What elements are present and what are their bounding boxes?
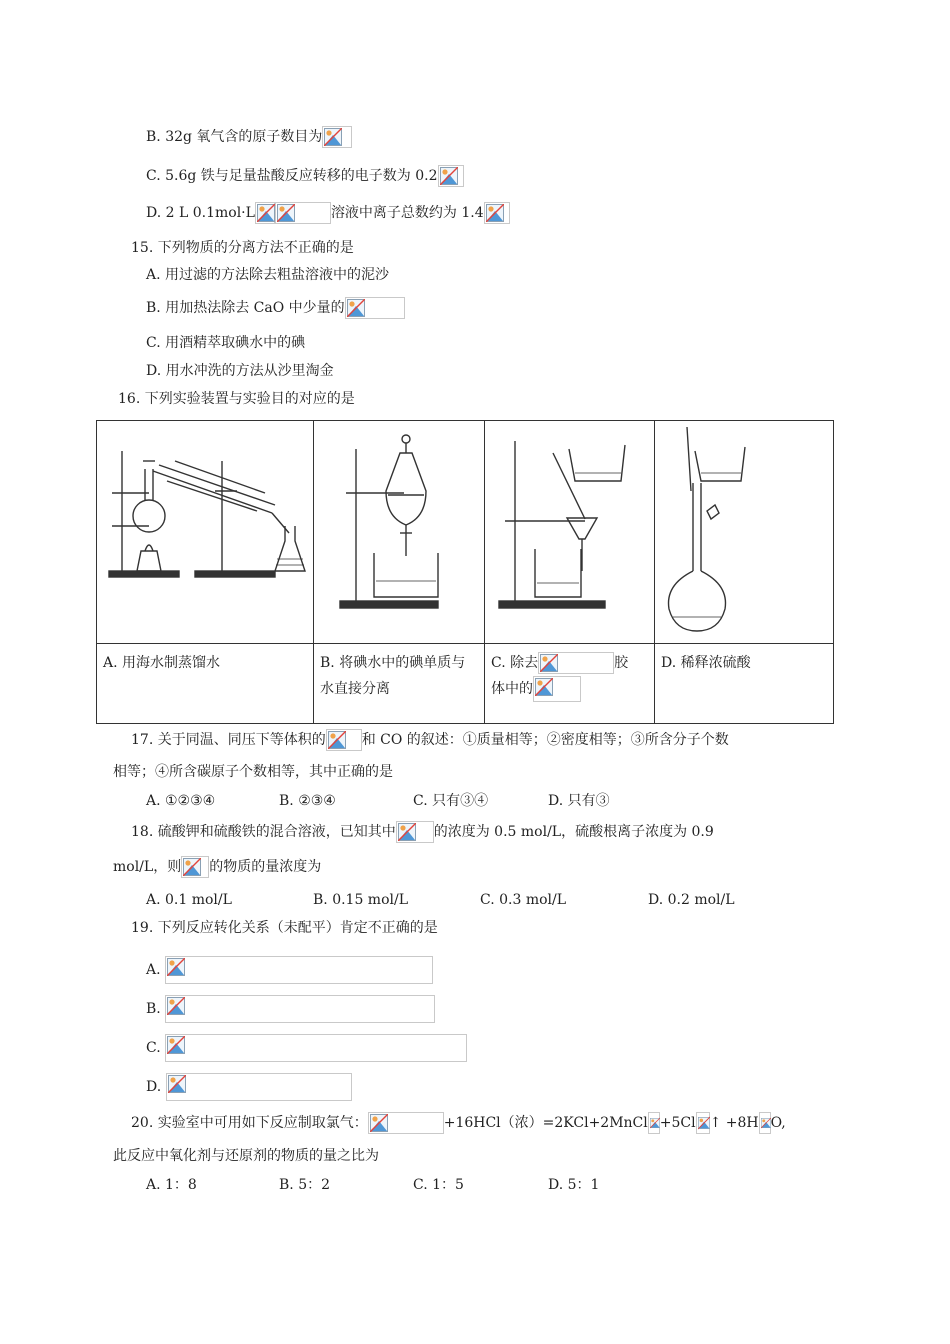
apparatus-volumetric-flask bbox=[655, 421, 834, 644]
broken-image-icon bbox=[257, 204, 275, 222]
broken-image-icon bbox=[167, 997, 185, 1015]
q18-option-d: D. 0.2 mol/L bbox=[648, 892, 735, 908]
q17-option-b: B. ②③④ bbox=[279, 793, 336, 809]
apparatus-distillation bbox=[97, 421, 314, 644]
q18-stem-cont: mol/L，则 的物质的量浓度为 bbox=[113, 856, 321, 878]
q15-option-a: A. 用过滤的方法除去粗盐溶液中的泥沙 bbox=[146, 267, 390, 283]
q17-option-c: C. 只有③④ bbox=[413, 793, 489, 809]
broken-image-icon bbox=[398, 823, 416, 841]
apparatus-filtration bbox=[485, 421, 655, 644]
q19-option-c: C. bbox=[146, 1034, 467, 1062]
apparatus-separatory-funnel bbox=[314, 421, 485, 644]
q15-option-d: D. 用水冲洗的方法从沙里淘金 bbox=[146, 363, 334, 379]
formula-image bbox=[322, 126, 352, 148]
formula-image bbox=[181, 856, 209, 878]
broken-image-icon bbox=[347, 299, 365, 317]
formula-image bbox=[484, 202, 510, 224]
broken-image-icon bbox=[183, 858, 201, 876]
q18-option-a: A. 0.1 mol/L bbox=[146, 892, 232, 908]
q19-option-b: B. bbox=[146, 995, 435, 1023]
q16-caption-c: C. 除去 胶 体中的 bbox=[485, 644, 654, 708]
formula-image bbox=[538, 652, 614, 674]
formula-image bbox=[759, 1112, 771, 1134]
broken-image-icon bbox=[486, 204, 504, 222]
q15-stem: 15. 下列物质的分离方法不正确的是 bbox=[131, 240, 354, 256]
q14-option-b: B. 32g 氧气含的原子数目为 bbox=[146, 126, 352, 148]
formula-image bbox=[165, 995, 435, 1023]
q16-apparatus-table bbox=[96, 420, 834, 724]
q19-stem: 19. 下列反应转化关系（未配平）肯定不正确的是 bbox=[131, 920, 438, 936]
broken-image-icon bbox=[324, 128, 342, 146]
q17-stem-cont: 相等；④所含碳原子个数相等，其中正确的是 bbox=[113, 764, 393, 780]
q19-option-a: A. bbox=[146, 956, 433, 984]
q20-option-d: D. 5：1 bbox=[548, 1177, 600, 1193]
q20-option-c: C. 1：5 bbox=[413, 1177, 464, 1193]
formula-image bbox=[345, 297, 405, 319]
q19-option-d: D. bbox=[146, 1073, 352, 1101]
q17-option-d: D. 只有③ bbox=[548, 793, 610, 809]
broken-image-icon bbox=[761, 1114, 771, 1132]
formula-image bbox=[165, 956, 433, 984]
q16-caption-d: D. 稀释浓硫酸 bbox=[661, 655, 751, 671]
formula-image bbox=[533, 676, 581, 702]
broken-image-icon bbox=[167, 1036, 185, 1054]
q20-option-a: A. 1：8 bbox=[146, 1177, 197, 1193]
formula-image bbox=[696, 1112, 710, 1134]
broken-image-icon bbox=[535, 678, 553, 696]
formula-image bbox=[396, 821, 434, 843]
q18-option-c: C. 0.3 mol/L bbox=[480, 892, 567, 908]
q18-option-b: B. 0.15 mol/L bbox=[313, 892, 409, 908]
q16-caption-b: B. 将碘水中的碘单质与水直接分离 bbox=[320, 655, 466, 697]
filtration-drawing bbox=[485, 421, 653, 641]
q16-caption-a: A. 用海水制蒸馏水 bbox=[103, 655, 221, 671]
q15-option-c: C. 用酒精萃取碘水中的碘 bbox=[146, 335, 306, 351]
formula-image bbox=[326, 729, 362, 751]
broken-image-icon bbox=[440, 167, 458, 185]
q17-option-a: A. ①②③④ bbox=[146, 793, 216, 809]
broken-image-icon bbox=[328, 731, 346, 749]
formula-image bbox=[166, 1073, 352, 1101]
q14-option-d: D. 2 L 0.1mol·L 溶液中离子总数约为 1.4 bbox=[146, 202, 510, 224]
distillation-apparatus-drawing bbox=[97, 421, 312, 641]
q17-stem: 17. 关于同温、同压下等体积的 和 CO 的叙述：①质量相等；②密度相等；③所含分子个数 bbox=[131, 729, 729, 751]
q20-option-b: B. 5：2 bbox=[279, 1177, 331, 1193]
q14-option-c: C. 5.6g 铁与足量盐酸反应转移的电子数为 0.2 bbox=[146, 165, 464, 187]
formula-image bbox=[438, 165, 464, 187]
broken-image-icon bbox=[277, 204, 295, 222]
broken-image-icon bbox=[540, 654, 558, 672]
q20-stem: 20. 实验室中可用如下反应制取氯气： +16HCl（浓）=2KCl+2MnCl +5Cl ↑ +8H O, bbox=[131, 1112, 786, 1134]
broken-image-icon bbox=[167, 958, 185, 976]
q20-stem-cont: 此反应中氧化剂与还原剂的物质的量之比为 bbox=[113, 1148, 379, 1164]
formula-image bbox=[368, 1112, 444, 1134]
formula-image bbox=[275, 202, 331, 224]
broken-image-icon bbox=[168, 1075, 186, 1093]
q18-stem: 18. 硫酸钾和硫酸铁的混合溶液，已知其中 的浓度为 0.5 mol/L，硫酸根离子浓度为 0.9 bbox=[131, 821, 714, 843]
formula-image bbox=[648, 1112, 660, 1134]
q15-option-b: B. 用加热法除去 CaO 中少量的 bbox=[146, 297, 405, 319]
formula-image bbox=[255, 202, 275, 224]
broken-image-icon bbox=[698, 1114, 710, 1132]
broken-image-icon bbox=[650, 1114, 660, 1132]
formula-image bbox=[165, 1034, 467, 1062]
broken-image-icon bbox=[370, 1114, 388, 1132]
q16-stem: 16. 下列实验装置与实验目的对应的是 bbox=[118, 391, 355, 407]
separatory-funnel-drawing bbox=[314, 421, 483, 641]
volumetric-flask-drawing bbox=[655, 421, 832, 641]
